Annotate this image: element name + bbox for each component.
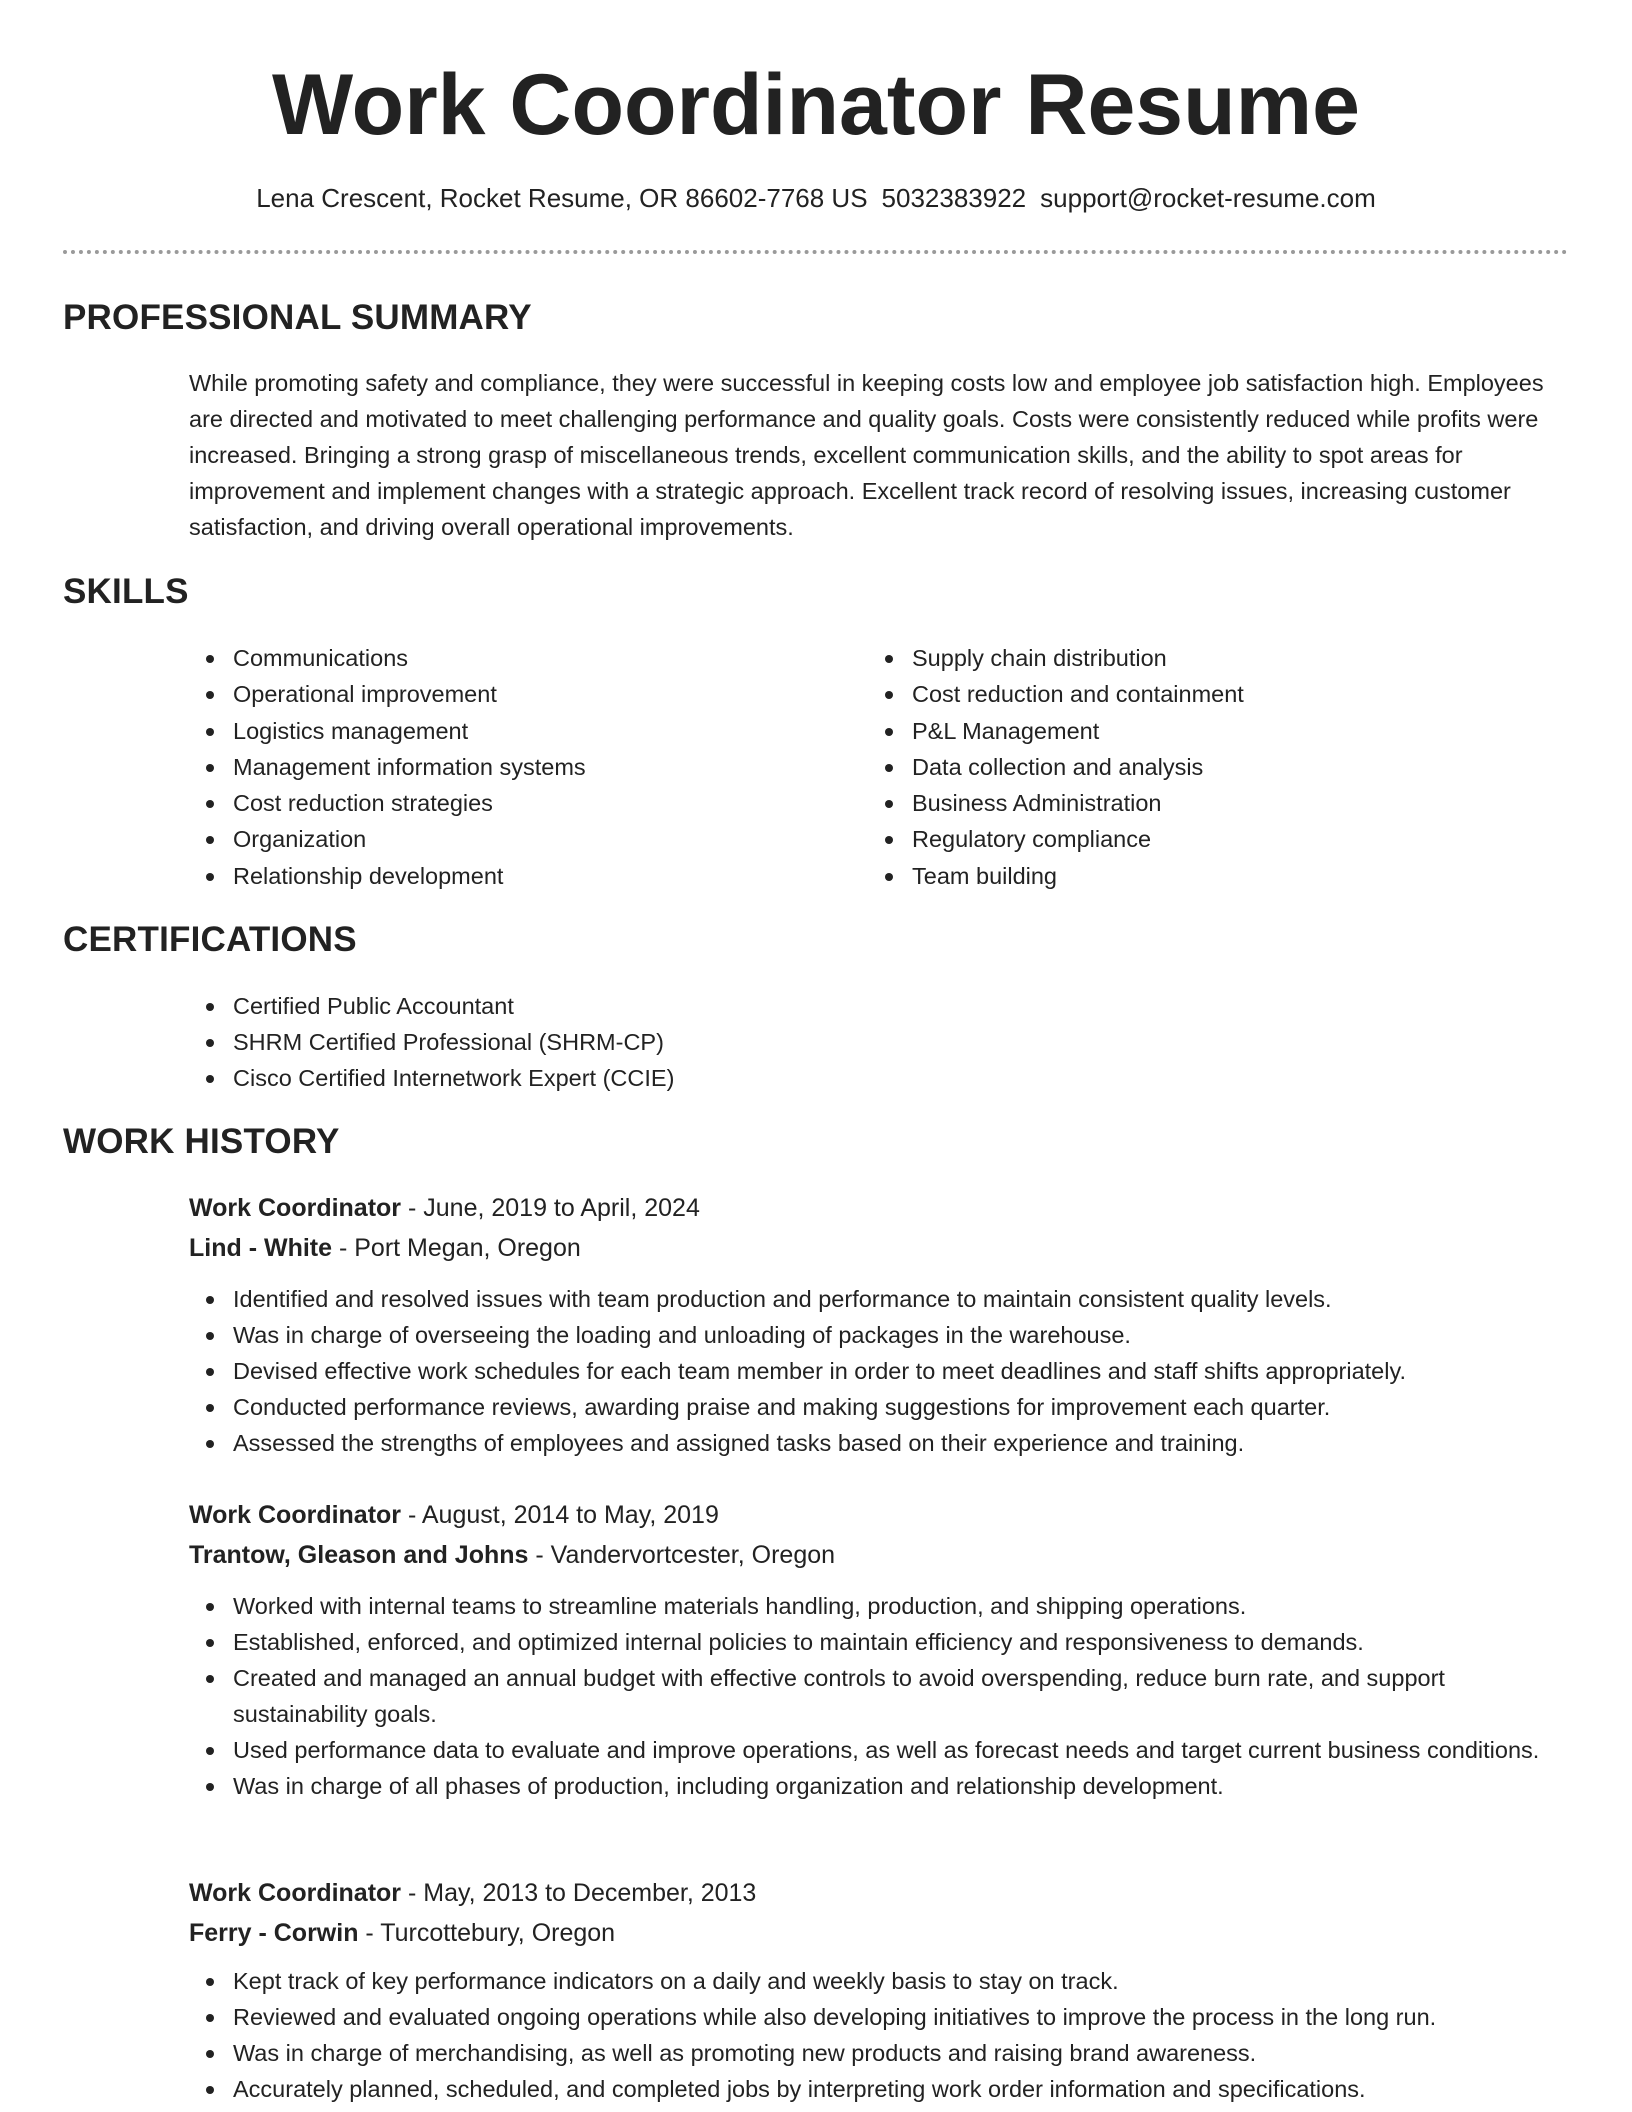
job-title-line — [189, 1188, 1569, 1228]
job-dates: - June, 2019 to April, 2024 — [401, 1194, 700, 1222]
skill-item: Cost reduction strategies — [189, 785, 586, 821]
certification-item: Certified Public Accountant — [189, 988, 674, 1024]
job-title: Work Coordinator — [189, 1501, 402, 1529]
job-company: Trantow, Gleason and Johns — [189, 1541, 529, 1569]
job-company: Lind - White — [189, 1234, 333, 1262]
summary-text: While promoting safety and compliance, they were successful in keeping costs low and employee job satisfaction high. Employees are directed and motivated to meet challenging performance and quality goals. Costs were consistently reduced while profits were increased. Bringing a strong grasp of miscellaneous trends, excellent communication skills, and the ability to spot areas for improvement and implement changes with a strategic approach. Excellent track record of resolving issues, increasing customer satisfaction, and driving overall operational improvements. — [189, 370, 1544, 540]
job-bullet: Assessed the strengths of employees and assigned tasks based on their experience and training. — [189, 1425, 1569, 1461]
job-dates: - May, 2013 to December, 2013 — [401, 1879, 757, 1907]
section-heading-skills: SKILLS — [63, 572, 189, 611]
job-bullet: Identified and resolved issues with team production and performance to maintain consistent quality levels. — [189, 1281, 1569, 1317]
skill-item: Regulatory compliance — [868, 821, 1244, 857]
job-bullet: Was in charge of overseeing the loading and unloading of packages in the warehouse. — [189, 1317, 1569, 1353]
skill-item: Operational improvement — [189, 676, 586, 712]
header-divider — [63, 250, 1568, 254]
job-location: - Vandervortcester, Oregon — [528, 1541, 836, 1569]
job-bullet: Reviewed and evaluated ongoing operations while also developing initiatives to improve the process in the long run. — [189, 1999, 1569, 2035]
contact-email: support@rocket-resume.com — [1040, 183, 1376, 213]
job-bullet: Created and managed an annual budget with effective controls to avoid overspending, reduce burn rate, and support sustainability goals. — [189, 1660, 1569, 1732]
job-bullet: Used performance data to evaluate and improve operations, as well as forecast needs and target current business conditions. — [189, 1732, 1569, 1768]
contact-address: Lena Crescent, Rocket Resume, OR 86602-7768 US — [256, 183, 868, 213]
job-bullet: Accurately planned, scheduled, and completed jobs by interpreting work order information and specifications. — [189, 2071, 1569, 2107]
job-bullet: Established, enforced, and optimized internal policies to maintain efficiency and responsiveness to demands. — [189, 1624, 1569, 1660]
job-location: - Port Megan, Oregon — [332, 1234, 581, 1262]
job-title-line — [189, 1495, 1569, 1535]
skill-item: Team building — [868, 858, 1244, 894]
skill-item: P&L Management — [868, 713, 1244, 749]
skill-item: Relationship development — [189, 858, 586, 894]
job-bullet: Worked with internal teams to streamline materials handling, production, and shipping operations. — [189, 1588, 1569, 1624]
job-dates: - August, 2014 to May, 2019 — [401, 1501, 719, 1529]
job-bullet: Conducted performance reviews, awarding praise and making suggestions for improvement each quarter. — [189, 1389, 1569, 1425]
skill-item: Communications — [189, 640, 586, 676]
certifications-list — [189, 988, 674, 1096]
section-heading-certifications: CERTIFICATIONS — [63, 920, 357, 959]
certification-item: Cisco Certified Internetwork Expert (CCIE) — [189, 1060, 674, 1096]
resume-title: Work Coordinator Resume — [272, 57, 1360, 153]
job-company: Ferry - Corwin — [189, 1919, 359, 1947]
skill-item: Business Administration — [868, 785, 1244, 821]
job-title-line — [189, 1873, 1569, 1913]
job-bullet: Was in charge of merchandising, as well as promoting new products and raising brand awareness. — [189, 2035, 1569, 2071]
job-entry — [189, 1188, 1569, 1461]
section-heading-summary: PROFESSIONAL SUMMARY — [63, 298, 532, 337]
job-location: - Turcottebury, Oregon — [358, 1919, 616, 1947]
job-bullet: Devised effective work schedules for each team member in order to meet deadlines and staff shifts appropriately. — [189, 1353, 1569, 1389]
job-entry — [189, 1873, 1569, 2107]
job-bullet: Was in charge of all phases of production, including organization and relationship development. — [189, 1768, 1569, 1804]
skill-item: Cost reduction and containment — [868, 676, 1244, 712]
skill-item: Organization — [189, 821, 586, 857]
skills-column-right — [868, 640, 1244, 894]
contact-phone: 5032383922 — [881, 183, 1027, 213]
job-entry — [189, 1495, 1569, 1804]
skill-item: Supply chain distribution — [868, 640, 1244, 676]
skill-item: Data collection and analysis — [868, 749, 1244, 785]
job-company-line — [189, 1913, 1569, 1953]
job-title: Work Coordinator — [189, 1194, 402, 1222]
job-bullet: Kept track of key performance indicators on a daily and weekly basis to stay on track. — [189, 1963, 1569, 1999]
job-title: Work Coordinator — [189, 1879, 402, 1907]
skills-column-left — [189, 640, 586, 894]
job-company-line — [189, 1535, 1569, 1575]
skill-item: Management information systems — [189, 749, 586, 785]
section-heading-work-history: WORK HISTORY — [63, 1122, 340, 1161]
certification-item: SHRM Certified Professional (SHRM-CP) — [189, 1024, 674, 1060]
job-company-line — [189, 1228, 1569, 1268]
skill-item: Logistics management — [189, 713, 586, 749]
contact-line — [0, 180, 1632, 216]
